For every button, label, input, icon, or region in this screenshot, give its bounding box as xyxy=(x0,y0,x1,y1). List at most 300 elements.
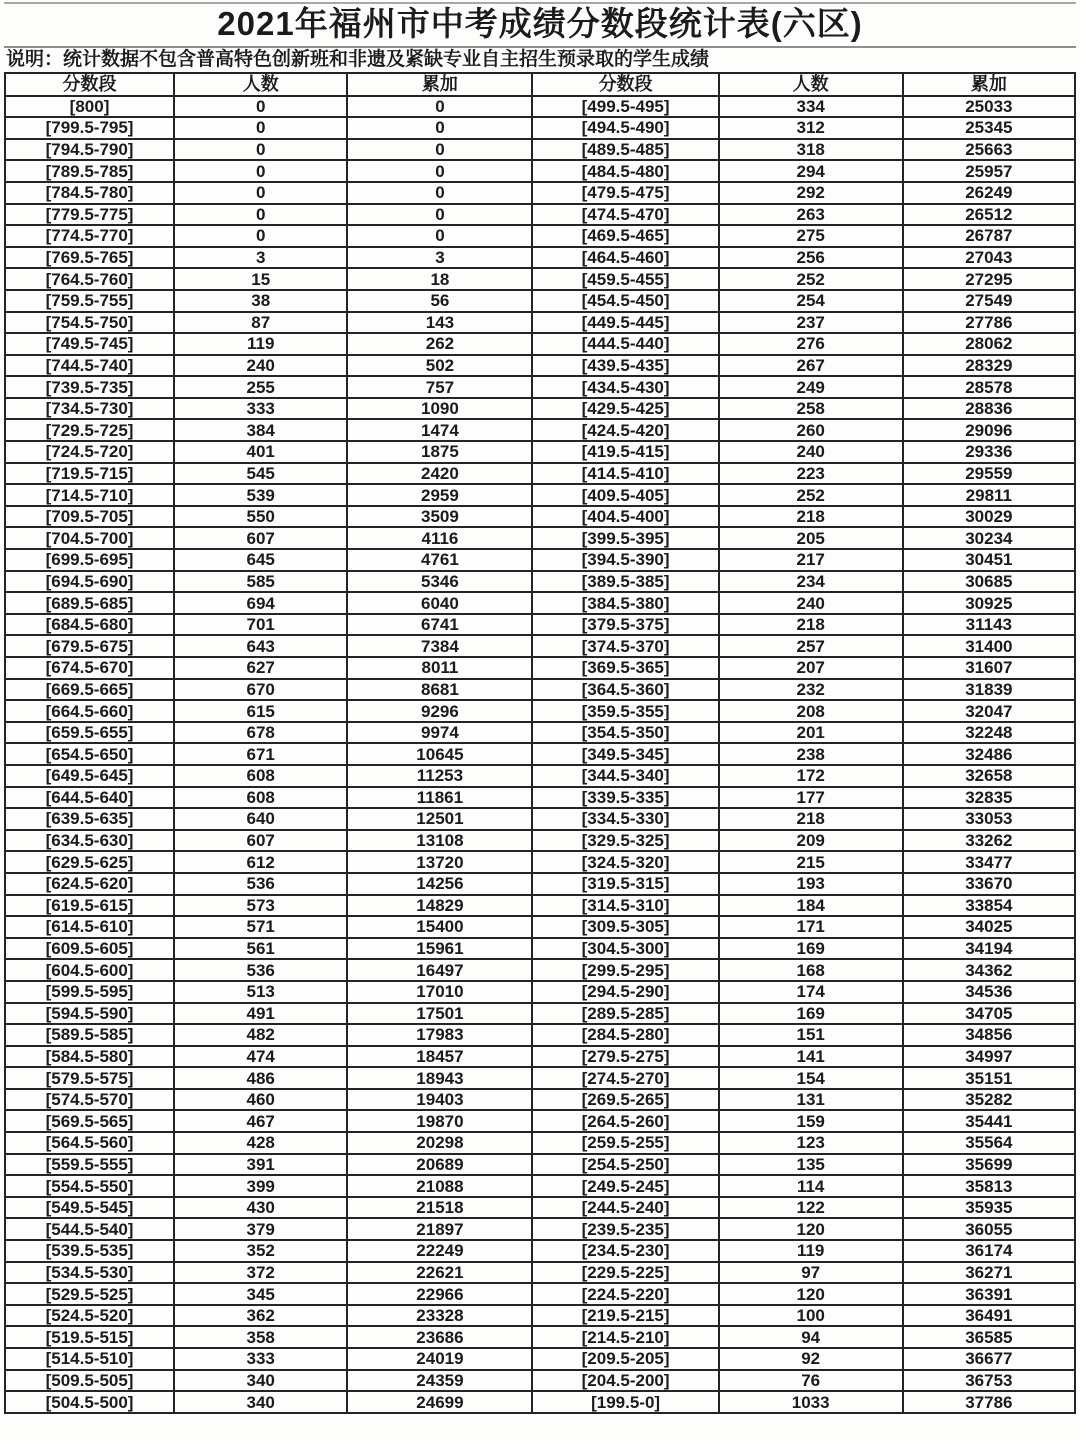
score-range-cell: [314.5-310] xyxy=(532,895,718,917)
score-range-cell: [239.5-235] xyxy=(532,1218,718,1240)
count-cell: 240 xyxy=(174,355,347,377)
count-cell: 545 xyxy=(174,463,347,485)
table-row xyxy=(5,938,1075,960)
count-cell: 333 xyxy=(174,398,347,420)
count-cell: 460 xyxy=(174,1089,347,1111)
score-range-cell: [364.5-360] xyxy=(532,679,718,701)
cumulative-cell: 27549 xyxy=(903,290,1075,312)
header-score-range-right: 分数段 xyxy=(532,73,718,96)
count-cell: 114 xyxy=(719,1175,903,1197)
cumulative-cell: 23328 xyxy=(347,1305,532,1327)
header-cumulative-right: 累加 xyxy=(903,73,1075,96)
count-cell: 571 xyxy=(174,916,347,938)
count-cell: 15 xyxy=(174,268,347,290)
score-range-cell: [729.5-725] xyxy=(5,419,174,441)
header-score-range-left: 分数段 xyxy=(5,73,174,96)
count-cell: 258 xyxy=(719,398,903,420)
score-range-cell: [444.5-440] xyxy=(532,333,718,355)
score-range-cell: [674.5-670] xyxy=(5,657,174,679)
count-cell: 209 xyxy=(719,830,903,852)
score-range-cell: [664.5-660] xyxy=(5,700,174,722)
cumulative-cell: 502 xyxy=(347,355,532,377)
score-range-cell: [269.5-265] xyxy=(532,1089,718,1111)
score-range-cell: [714.5-710] xyxy=(5,484,174,506)
cumulative-cell: 20298 xyxy=(347,1132,532,1154)
count-cell: 174 xyxy=(719,981,903,1003)
cumulative-cell: 20689 xyxy=(347,1154,532,1176)
score-range-cell: [694.5-690] xyxy=(5,571,174,593)
cumulative-cell: 18 xyxy=(347,268,532,290)
score-range-cell: [739.5-735] xyxy=(5,376,174,398)
table-row xyxy=(5,1348,1075,1370)
cumulative-cell: 3509 xyxy=(347,506,532,528)
score-range-cell: [274.5-270] xyxy=(532,1067,718,1089)
table-row xyxy=(5,1132,1075,1154)
cumulative-cell: 2959 xyxy=(347,484,532,506)
cumulative-cell: 28062 xyxy=(903,333,1075,355)
score-range-cell: [639.5-635] xyxy=(5,808,174,830)
count-cell: 372 xyxy=(174,1262,347,1284)
cumulative-cell: 25033 xyxy=(903,96,1075,118)
cumulative-cell: 28836 xyxy=(903,398,1075,420)
count-cell: 0 xyxy=(174,96,347,118)
table-row xyxy=(5,484,1075,506)
score-range-cell: [699.5-695] xyxy=(5,549,174,571)
table-row xyxy=(5,290,1075,312)
score-range-cell: [734.5-730] xyxy=(5,398,174,420)
count-cell: 159 xyxy=(719,1110,903,1132)
cumulative-cell: 31607 xyxy=(903,657,1075,679)
count-cell: 474 xyxy=(174,1046,347,1068)
count-cell: 256 xyxy=(719,247,903,269)
cumulative-cell: 29559 xyxy=(903,463,1075,485)
cumulative-cell: 34025 xyxy=(903,916,1075,938)
count-cell: 612 xyxy=(174,851,347,873)
count-cell: 257 xyxy=(719,635,903,657)
cumulative-cell: 29336 xyxy=(903,441,1075,463)
score-range-cell: [554.5-550] xyxy=(5,1175,174,1197)
cumulative-cell: 1090 xyxy=(347,398,532,420)
count-cell: 0 xyxy=(174,225,347,247)
count-cell: 141 xyxy=(719,1046,903,1068)
count-cell: 94 xyxy=(719,1326,903,1348)
count-cell: 135 xyxy=(719,1154,903,1176)
cumulative-cell: 8011 xyxy=(347,657,532,679)
cumulative-cell: 18457 xyxy=(347,1046,532,1068)
score-range-cell: [789.5-785] xyxy=(5,160,174,182)
cumulative-cell: 35813 xyxy=(903,1175,1075,1197)
cumulative-cell: 24359 xyxy=(347,1370,532,1392)
table-row xyxy=(5,765,1075,787)
table-row xyxy=(5,247,1075,269)
count-cell: 218 xyxy=(719,808,903,830)
table-row xyxy=(5,981,1075,1003)
count-cell: 607 xyxy=(174,830,347,852)
count-cell: 97 xyxy=(719,1262,903,1284)
cumulative-cell: 14829 xyxy=(347,895,532,917)
count-cell: 294 xyxy=(719,160,903,182)
cumulative-cell: 30685 xyxy=(903,571,1075,593)
cumulative-cell: 32248 xyxy=(903,722,1075,744)
cumulative-cell: 0 xyxy=(347,204,532,226)
table-row xyxy=(5,463,1075,485)
count-cell: 399 xyxy=(174,1175,347,1197)
count-cell: 701 xyxy=(174,614,347,636)
score-range-cell: [284.5-280] xyxy=(532,1024,718,1046)
table-row xyxy=(5,182,1075,204)
cumulative-cell: 26249 xyxy=(903,182,1075,204)
cumulative-cell: 31400 xyxy=(903,635,1075,657)
score-range-cell: [209.5-205] xyxy=(532,1348,718,1370)
cumulative-cell: 33670 xyxy=(903,873,1075,895)
cumulative-cell: 56 xyxy=(347,290,532,312)
count-cell: 252 xyxy=(719,484,903,506)
score-range-cell: [384.5-380] xyxy=(532,592,718,614)
score-range-cell: [799.5-795] xyxy=(5,117,174,139)
table-row xyxy=(5,1175,1075,1197)
count-cell: 561 xyxy=(174,938,347,960)
cumulative-cell: 35441 xyxy=(903,1110,1075,1132)
cumulative-cell: 1474 xyxy=(347,419,532,441)
table-row xyxy=(5,1240,1075,1262)
score-range-cell: [549.5-545] xyxy=(5,1197,174,1219)
count-cell: 254 xyxy=(719,290,903,312)
count-cell: 252 xyxy=(719,268,903,290)
table-row xyxy=(5,851,1075,873)
cumulative-cell: 4761 xyxy=(347,549,532,571)
table-row xyxy=(5,700,1075,722)
score-range-cell: [794.5-790] xyxy=(5,139,174,161)
table-row xyxy=(5,441,1075,463)
count-cell: 539 xyxy=(174,484,347,506)
cumulative-cell: 26787 xyxy=(903,225,1075,247)
score-range-cell: [374.5-370] xyxy=(532,635,718,657)
score-range-cell: [214.5-210] xyxy=(532,1326,718,1348)
cumulative-cell: 25663 xyxy=(903,139,1075,161)
count-cell: 217 xyxy=(719,549,903,571)
score-range-cell: [589.5-585] xyxy=(5,1024,174,1046)
count-cell: 643 xyxy=(174,635,347,657)
cumulative-cell: 9296 xyxy=(347,700,532,722)
cumulative-cell: 22249 xyxy=(347,1240,532,1262)
score-range-cell: [409.5-405] xyxy=(532,484,718,506)
table-row xyxy=(5,592,1075,614)
cumulative-cell: 13720 xyxy=(347,851,532,873)
score-range-cell: [334.5-330] xyxy=(532,808,718,830)
count-cell: 362 xyxy=(174,1305,347,1327)
table-row xyxy=(5,571,1075,593)
cumulative-cell: 2420 xyxy=(347,463,532,485)
count-cell: 645 xyxy=(174,549,347,571)
score-range-cell: [484.5-480] xyxy=(532,160,718,182)
count-cell: 263 xyxy=(719,204,903,226)
score-range-cell: [294.5-290] xyxy=(532,981,718,1003)
score-range-cell: [784.5-780] xyxy=(5,182,174,204)
count-cell: 171 xyxy=(719,916,903,938)
count-cell: 232 xyxy=(719,679,903,701)
cumulative-cell: 8681 xyxy=(347,679,532,701)
score-range-cell: [319.5-315] xyxy=(532,873,718,895)
score-range-cell: [544.5-540] xyxy=(5,1218,174,1240)
cumulative-cell: 32486 xyxy=(903,743,1075,765)
count-cell: 536 xyxy=(174,873,347,895)
cumulative-cell: 35151 xyxy=(903,1067,1075,1089)
table-row xyxy=(5,1391,1075,1413)
cumulative-cell: 27295 xyxy=(903,268,1075,290)
cumulative-cell: 0 xyxy=(347,139,532,161)
table-header-row xyxy=(5,73,1075,96)
count-cell: 627 xyxy=(174,657,347,679)
score-range-cell: [459.5-455] xyxy=(532,268,718,290)
table-row xyxy=(5,312,1075,334)
cumulative-cell: 0 xyxy=(347,96,532,118)
cumulative-cell: 22621 xyxy=(347,1262,532,1284)
cumulative-cell: 29096 xyxy=(903,419,1075,441)
score-range-cell: [644.5-640] xyxy=(5,787,174,809)
cumulative-cell: 31839 xyxy=(903,679,1075,701)
cumulative-cell: 16497 xyxy=(347,959,532,981)
score-range-cell: [779.5-775] xyxy=(5,204,174,226)
count-cell: 1033 xyxy=(719,1391,903,1413)
table-row xyxy=(5,1067,1075,1089)
count-cell: 208 xyxy=(719,700,903,722)
cumulative-cell: 27786 xyxy=(903,312,1075,334)
cumulative-cell: 33854 xyxy=(903,895,1075,917)
cumulative-cell: 36677 xyxy=(903,1348,1075,1370)
cumulative-cell: 14256 xyxy=(347,873,532,895)
count-cell: 0 xyxy=(174,139,347,161)
count-cell: 255 xyxy=(174,376,347,398)
count-cell: 430 xyxy=(174,1197,347,1219)
cumulative-cell: 34536 xyxy=(903,981,1075,1003)
cumulative-cell: 29811 xyxy=(903,484,1075,506)
table-row xyxy=(5,1262,1075,1284)
table-row xyxy=(5,959,1075,981)
table-row xyxy=(5,333,1075,355)
table-row xyxy=(5,419,1075,441)
score-range-cell: [564.5-560] xyxy=(5,1132,174,1154)
score-range-cell: [684.5-680] xyxy=(5,614,174,636)
count-cell: 550 xyxy=(174,506,347,528)
cumulative-cell: 34194 xyxy=(903,938,1075,960)
score-range-cell: [679.5-675] xyxy=(5,635,174,657)
table-row xyxy=(5,873,1075,895)
table-row xyxy=(5,117,1075,139)
cumulative-cell: 143 xyxy=(347,312,532,334)
score-range-cell: [429.5-425] xyxy=(532,398,718,420)
count-cell: 92 xyxy=(719,1348,903,1370)
score-range-cell: [479.5-475] xyxy=(532,182,718,204)
table-row xyxy=(5,96,1075,118)
count-cell: 172 xyxy=(719,765,903,787)
count-cell: 223 xyxy=(719,463,903,485)
score-range-cell: [414.5-410] xyxy=(532,463,718,485)
header-cumulative-left: 累加 xyxy=(347,73,532,96)
count-cell: 536 xyxy=(174,959,347,981)
header-count-right: 人数 xyxy=(719,73,903,96)
table-row xyxy=(5,1046,1075,1068)
count-cell: 201 xyxy=(719,722,903,744)
cumulative-cell: 34705 xyxy=(903,1003,1075,1025)
cumulative-cell: 25957 xyxy=(903,160,1075,182)
table-row xyxy=(5,549,1075,571)
count-cell: 0 xyxy=(174,204,347,226)
score-range-cell: [329.5-325] xyxy=(532,830,718,852)
count-cell: 0 xyxy=(174,182,347,204)
count-cell: 169 xyxy=(719,938,903,960)
cumulative-cell: 26512 xyxy=(903,204,1075,226)
count-cell: 0 xyxy=(174,117,347,139)
score-range-cell: [534.5-530] xyxy=(5,1262,174,1284)
count-cell: 292 xyxy=(719,182,903,204)
count-cell: 379 xyxy=(174,1218,347,1240)
cumulative-cell: 32835 xyxy=(903,787,1075,809)
count-cell: 275 xyxy=(719,225,903,247)
score-range-cell: [759.5-755] xyxy=(5,290,174,312)
cumulative-cell: 32658 xyxy=(903,765,1075,787)
score-range-cell: [339.5-335] xyxy=(532,787,718,809)
score-range-cell: [689.5-685] xyxy=(5,592,174,614)
count-cell: 340 xyxy=(174,1370,347,1392)
cumulative-cell: 30029 xyxy=(903,506,1075,528)
count-cell: 467 xyxy=(174,1110,347,1132)
score-range-cell: [624.5-620] xyxy=(5,873,174,895)
cumulative-cell: 21897 xyxy=(347,1218,532,1240)
count-cell: 120 xyxy=(719,1283,903,1305)
score-range-cell: [259.5-255] xyxy=(532,1132,718,1154)
score-range-cell: [469.5-465] xyxy=(532,225,718,247)
cumulative-cell: 24699 xyxy=(347,1391,532,1413)
score-range-cell: [379.5-375] xyxy=(532,614,718,636)
cumulative-cell: 15961 xyxy=(347,938,532,960)
score-range-cell: [764.5-760] xyxy=(5,268,174,290)
score-range-cell: [219.5-215] xyxy=(532,1305,718,1327)
table-row xyxy=(5,657,1075,679)
score-distribution-table xyxy=(4,72,1076,1414)
cumulative-cell: 757 xyxy=(347,376,532,398)
cumulative-cell: 36585 xyxy=(903,1326,1075,1348)
count-cell: 267 xyxy=(719,355,903,377)
cumulative-cell: 6741 xyxy=(347,614,532,636)
count-cell: 154 xyxy=(719,1067,903,1089)
table-row xyxy=(5,355,1075,377)
table-row xyxy=(5,1110,1075,1132)
score-range-cell: [494.5-490] xyxy=(532,117,718,139)
cumulative-cell: 17501 xyxy=(347,1003,532,1025)
cumulative-cell: 30925 xyxy=(903,592,1075,614)
count-cell: 234 xyxy=(719,571,903,593)
table-row xyxy=(5,139,1075,161)
cumulative-cell: 35564 xyxy=(903,1132,1075,1154)
count-cell: 340 xyxy=(174,1391,347,1413)
score-range-cell: [774.5-770] xyxy=(5,225,174,247)
cumulative-cell: 21518 xyxy=(347,1197,532,1219)
score-range-cell: [669.5-665] xyxy=(5,679,174,701)
count-cell: 608 xyxy=(174,765,347,787)
table-row xyxy=(5,722,1075,744)
score-range-cell: [304.5-300] xyxy=(532,938,718,960)
count-cell: 218 xyxy=(719,614,903,636)
cumulative-cell: 9974 xyxy=(347,722,532,744)
score-range-cell: [424.5-420] xyxy=(532,419,718,441)
count-cell: 260 xyxy=(719,419,903,441)
cumulative-cell: 36753 xyxy=(903,1370,1075,1392)
score-range-cell: [539.5-535] xyxy=(5,1240,174,1262)
score-range-cell: [509.5-505] xyxy=(5,1370,174,1392)
score-range-cell: [464.5-460] xyxy=(532,247,718,269)
count-cell: 585 xyxy=(174,571,347,593)
score-range-cell: [499.5-495] xyxy=(532,96,718,118)
count-cell: 276 xyxy=(719,333,903,355)
table-row xyxy=(5,268,1075,290)
cumulative-cell: 35699 xyxy=(903,1154,1075,1176)
score-range-cell: [599.5-595] xyxy=(5,981,174,1003)
score-range-cell: [344.5-340] xyxy=(532,765,718,787)
score-range-cell: [619.5-615] xyxy=(5,895,174,917)
cumulative-cell: 11253 xyxy=(347,765,532,787)
score-range-cell: [389.5-385] xyxy=(532,571,718,593)
table-row xyxy=(5,204,1075,226)
cumulative-cell: 3 xyxy=(347,247,532,269)
score-range-cell: [399.5-395] xyxy=(532,527,718,549)
cumulative-cell: 1875 xyxy=(347,441,532,463)
cumulative-cell: 33262 xyxy=(903,830,1075,852)
cumulative-cell: 27043 xyxy=(903,247,1075,269)
count-cell: 131 xyxy=(719,1089,903,1111)
table-row xyxy=(5,1154,1075,1176)
score-range-cell: [254.5-250] xyxy=(532,1154,718,1176)
cumulative-cell: 11861 xyxy=(347,787,532,809)
score-range-cell: [354.5-350] xyxy=(532,722,718,744)
score-range-cell: [204.5-200] xyxy=(532,1370,718,1392)
count-cell: 607 xyxy=(174,527,347,549)
count-cell: 428 xyxy=(174,1132,347,1154)
count-cell: 670 xyxy=(174,679,347,701)
count-cell: 318 xyxy=(719,139,903,161)
table-row xyxy=(5,527,1075,549)
score-range-cell: [279.5-275] xyxy=(532,1046,718,1068)
cumulative-cell: 23686 xyxy=(347,1326,532,1348)
table-row xyxy=(5,1003,1075,1025)
count-cell: 151 xyxy=(719,1024,903,1046)
score-range-cell: [659.5-655] xyxy=(5,722,174,744)
score-range-cell: [569.5-565] xyxy=(5,1110,174,1132)
cumulative-cell: 34856 xyxy=(903,1024,1075,1046)
count-cell: 334 xyxy=(719,96,903,118)
count-cell: 207 xyxy=(719,657,903,679)
count-cell: 694 xyxy=(174,592,347,614)
score-range-cell: [309.5-305] xyxy=(532,916,718,938)
count-cell: 401 xyxy=(174,441,347,463)
score-range-cell: [769.5-765] xyxy=(5,247,174,269)
table-note: 说明：统计数据不包含普高特色创新班和非遗及紧缺专业自主招生预录取的学生成绩 xyxy=(6,48,710,70)
page-title: 2021年福州市中考成绩分数段统计表(六区) xyxy=(4,2,1076,48)
count-cell: 237 xyxy=(719,312,903,334)
count-cell: 240 xyxy=(719,592,903,614)
cumulative-cell: 36271 xyxy=(903,1262,1075,1284)
score-range-cell: [609.5-605] xyxy=(5,938,174,960)
cumulative-cell: 12501 xyxy=(347,808,532,830)
count-cell: 87 xyxy=(174,312,347,334)
score-range-cell: [474.5-470] xyxy=(532,204,718,226)
score-range-cell: [299.5-295] xyxy=(532,959,718,981)
cumulative-cell: 7384 xyxy=(347,635,532,657)
count-cell: 238 xyxy=(719,743,903,765)
count-cell: 168 xyxy=(719,959,903,981)
score-range-cell: [584.5-580] xyxy=(5,1046,174,1068)
score-range-cell: [800] xyxy=(5,96,174,118)
score-range-cell: [719.5-715] xyxy=(5,463,174,485)
